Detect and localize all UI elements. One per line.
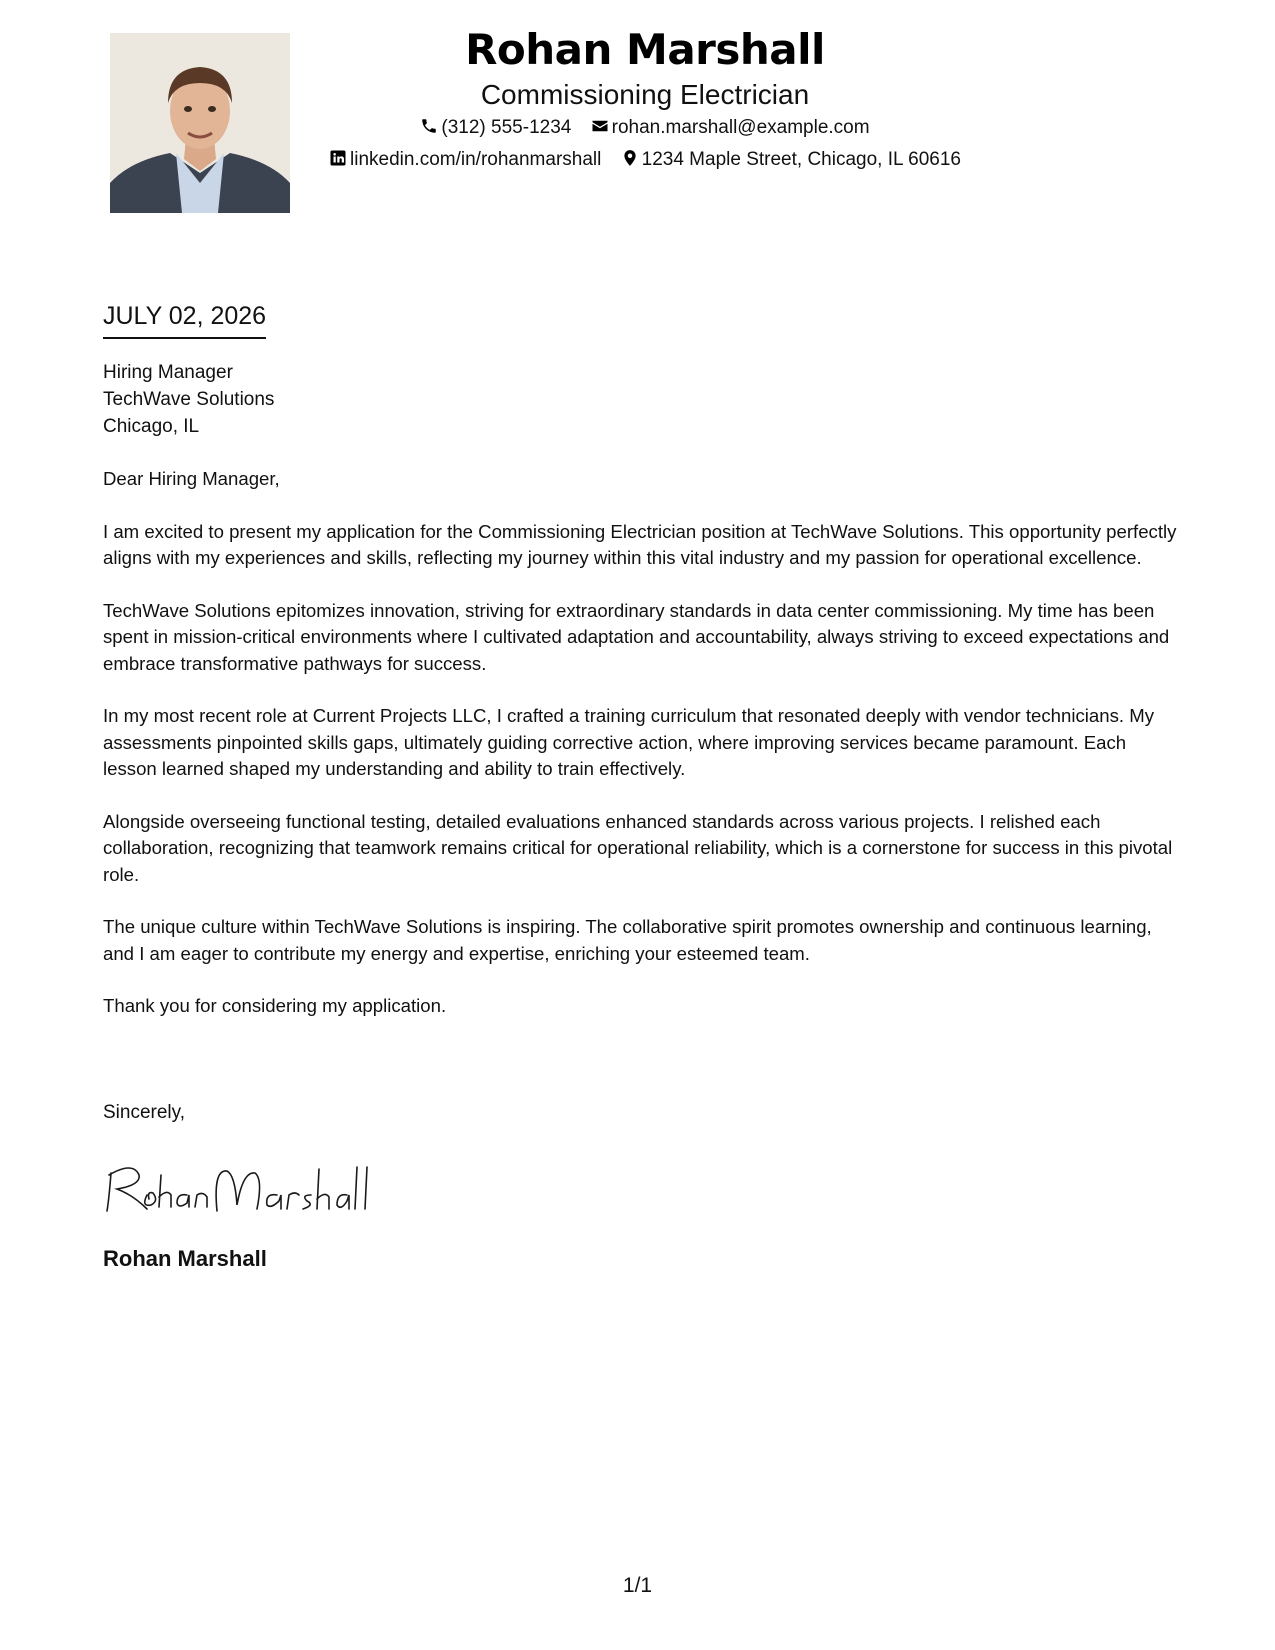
contact-line-1 — [290, 112, 1000, 144]
address-text: 1234 Maple Street, Chicago, IL 60616 — [641, 149, 961, 170]
recipient-block — [103, 359, 274, 440]
email-contact — [591, 112, 870, 144]
job-title: Commissioning Electrician — [480, 79, 810, 110]
body-paragraph: Alongside overseeing functional testing, detailed evaluations enhanced standards across various projects. I relished each collaboration, recognizing that teamwork remains critical for operational reliability, which is a cornerstone for success in this pivotal role. — [103, 810, 1173, 885]
contact-line-2 — [290, 144, 1000, 176]
applicant-name: Rohan Marshall — [465, 25, 825, 74]
signer-name: Rohan Marshall — [103, 1246, 267, 1271]
body-paragraph: Thank you for considering my application. — [103, 995, 447, 1016]
handwritten-signature — [103, 1155, 373, 1219]
recipient-title: Hiring Manager — [103, 362, 233, 383]
body-paragraph: The unique culture within TechWave Solutions is inspiring. The collaborative spirit promotes ownership and continuous learning, and I am eager to contribute my energy and expertise, enriching your esteemed team. — [103, 916, 1152, 964]
map-pin-icon — [621, 149, 639, 167]
body-paragraph: In my most recent role at Current Projects LLC, I crafted a training curriculum that resonated deeply with vendor technicians. My assessments pinpointed skills gaps, ultimately guiding corrective action, where improving services became paramount. Each lesson learned shaped my understanding and ability to train effectively. — [103, 705, 1155, 779]
envelope-icon — [591, 117, 609, 135]
recipient-location: Chicago, IL — [103, 416, 200, 437]
letter-body — [103, 466, 1183, 1046]
closing-line: Sincerely, — [103, 1102, 186, 1123]
phone-icon — [420, 117, 438, 135]
linkedin-contact — [329, 144, 601, 176]
email-text: rohan.marshall@example.com — [611, 117, 870, 138]
page-number: 1/1 — [622, 1574, 653, 1597]
letter-date: JULY 02, 2026 — [103, 299, 266, 339]
profile-photo — [110, 33, 290, 213]
salutation: Dear Hiring Manager, — [103, 468, 280, 489]
letter-header — [290, 22, 1000, 176]
body-paragraph: TechWave Solutions epitomizes innovation, striving for extraordinary standards in data center commissioning. My time has been spent in mission-critical environments where I cultivated adaptation and accountability, always striving to exceed expectations and embrace transformative pathways for success. — [103, 599, 1170, 674]
phone-contact — [420, 112, 571, 144]
recipient-company: TechWave Solutions — [103, 389, 275, 410]
linkedin-text: linkedin.com/in/rohanmarshall — [350, 149, 602, 170]
phone-text: (312) 555-1234 — [441, 117, 572, 138]
linkedin-icon — [329, 149, 347, 167]
body-paragraph: I am excited to present my application for the Commissioning Electrician position at TechWave Solutions. This opportunity perfectly aligns with my experiences and skills, reflecting my journey within this vital industry and my passion for operational excellence. — [103, 520, 1177, 568]
address-contact — [621, 144, 961, 176]
